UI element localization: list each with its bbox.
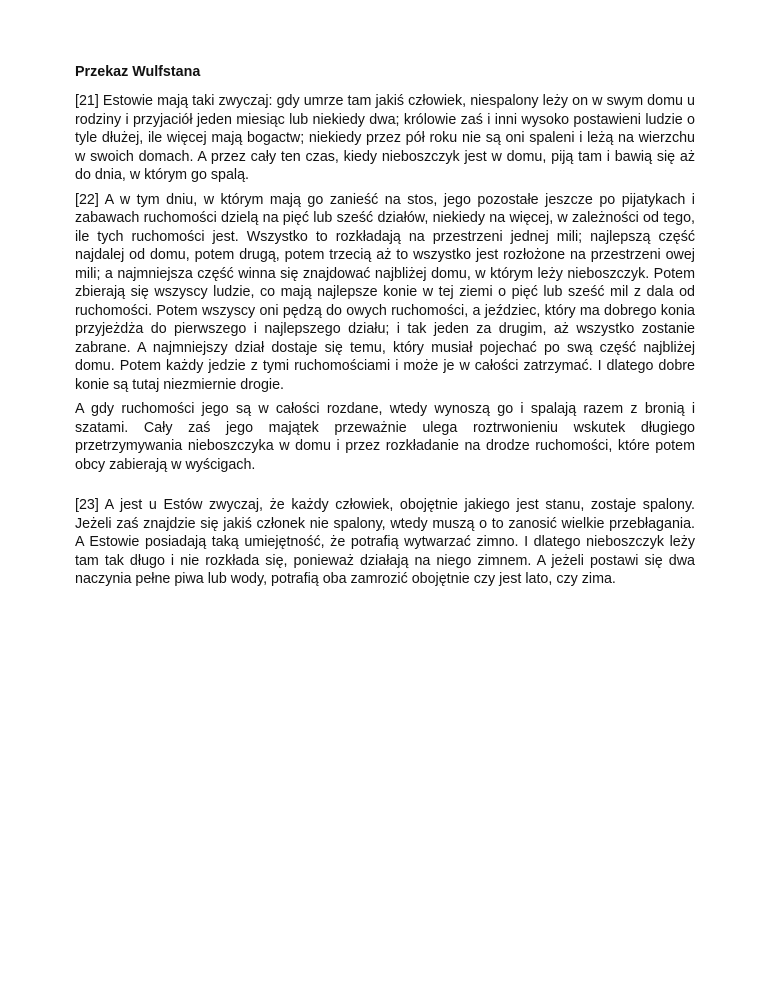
paragraph-22-continued: A gdy ruchomości jego są w całości rozdane, wtedy wynoszą go i spalają razem z bronią i szatami. Cały zaś jego majątek przeważnie ulega roztrwonieniu wskutek długiego przetrzymywania nieboszczyka w domu i przez rozkładanie na drodze ruchomości, które potem obcy zabierają w wyścigach. — [75, 401, 695, 473]
document-title: Przekaz Wulfstana — [75, 64, 201, 80]
paragraph-22: [22] A w tym dniu, w którym mają go zanieść na stos, jego pozostałe jeszcze po pijatykach i zabawach ruchomości dzielą na pięć lub sześć działów, niekiedy na więcej, w zależności od tego, ile tych ruchomości jest. Wszystko to rozkładają na przestrzeni jednej mili; najlepszą część najdalej od domu, potem drugą, potem trzecią aż to wszystko jest rozłożone na przestrzeni owej mili; a najmniejsza część winna się znajdować najbliżej domu, w którym leży nieboszczyk. Potem zbierają się wszyscy ludzie, co mają najlepsze konie w tej ziemi o pięć lub sześć mil z dala od ruchomości. Potem wszyscy oni pędzą do owych ruchomości, a jeździec, który ma dobrego konia przyjeżdża do pierwszego i najlepszego działu; i tak jeden za drugim, aż wszystko zostanie zabrane. A najmniejszy dział dostaje się temu, który musiał pojechać po swą część najbliżej domu. Potem każdy jedzie z tymi ruchomościami i może je w całości zatrzymać. I dlatego dobre konie są tutaj niezmiernie drogie. — [75, 191, 695, 393]
paragraph-23: [23] A jest u Estów zwyczaj, że każdy człowiek, obojętnie jakiego jest stanu, zostaje spalony. Jeżeli zaś znajdzie się jakiś członek nie spalony, wtedy muszą o to zanosić wielkie przebłagania. A Estowie posiadają taką umiejętność, że potrafią wytwarzać zimno. I dlatego nieboszczyk leży tam tak długo i nie rozkłada się, ponieważ działają na niego zimnem. A jeżeli postawi się dwa naczynia pełne piwa lub wody, potrafią oba zamrozić obojętnie czy jest lato, czy zima. — [75, 497, 695, 587]
document-page — [75, 62, 695, 595]
paragraph-21: [21] Estowie mają taki zwyczaj: gdy umrze tam jakiś człowiek, niespalony leży on w swym domu u rodziny i przyjaciół jeden miesiąc lub niekiedy dwa; królowie zaś i inni wysoko postawieni ludzie o tyle dłużej, ile więcej mają bogactw; niekiedy przez pół roku nie są oni spaleni i leżą na wierzchu w swoich domach. A przez cały ten czas, kiedy nieboszczyk jest w domu, piją tam i bawią się aż do dnia, w którym go spalą. — [75, 93, 695, 183]
